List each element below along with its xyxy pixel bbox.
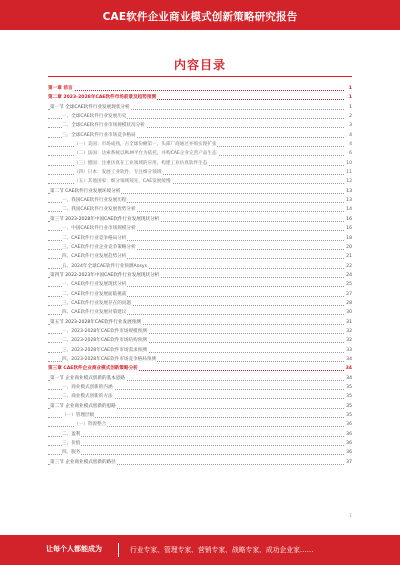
toc-leader-dots: [48, 90, 344, 91]
toc-entry-page: 30: [345, 308, 352, 317]
toc-entry-label: （三）德国：注重仿真在工业领域的应用，构建工业仿真软件生态: [74, 159, 208, 168]
toc-entry-label: 第一章 前言: [48, 84, 74, 93]
toc-entry-page: 37: [345, 458, 352, 467]
toc-entry-label: （一）美国：市场成熟，占全球份额第一，头部厂商通过并购实现扩张: [74, 140, 217, 149]
toc-entry-page: 34: [345, 374, 352, 383]
toc-entry-page: 36: [345, 448, 352, 457]
toc-entry[interactable]: [48, 430, 352, 439]
toc-entry[interactable]: [48, 93, 352, 102]
toc-entry-label: 五、2024年全球CAE软件行业预测Ansys: [62, 262, 148, 271]
toc-entry[interactable]: [48, 168, 352, 177]
toc-entry-page: 4: [348, 131, 352, 140]
toc-entry-page: 36: [345, 430, 352, 439]
toc-entry-label: 一、商业模式创新的内涵: [62, 383, 114, 392]
toc-entry-label: 第五节 2023-2028年CAE软件行业发展预测: [50, 318, 142, 327]
toc-entry-page: 6: [348, 149, 352, 158]
footer-bar: [0, 535, 400, 565]
toc-entry-page: 33: [345, 346, 352, 355]
toc-entry-label: 三、价值: [62, 439, 81, 448]
toc-entry[interactable]: [48, 187, 352, 196]
toc-entry-page: 31: [345, 318, 352, 327]
toc-entry-label: 第三节 2023-2028年中国CAE软件行业发展现状分析: [50, 215, 160, 224]
toc-entry[interactable]: [48, 271, 352, 280]
toc-entry[interactable]: [48, 149, 352, 158]
toc-entry-label: 四、CAE软件行业发展对策建议: [62, 308, 127, 317]
toc-entry-label: 四、服务: [62, 448, 81, 457]
toc-entry[interactable]: [48, 355, 352, 364]
toc-divider: [48, 76, 352, 77]
toc-entry-label: 第二章 2023-2028年CAE软件市场前景及趋势预测: [48, 93, 157, 102]
toc-entry-page: 24: [345, 271, 352, 280]
toc-entry-label: 一、中国CAE软件行业市场规模分析: [62, 224, 137, 233]
toc-entry[interactable]: [48, 364, 352, 373]
toc-entry-page: 2: [348, 112, 352, 121]
toc-entry-label: 二、2023-2028年CAE软件市场结构预测: [62, 336, 148, 345]
toc-entry[interactable]: [48, 112, 352, 121]
toc-entry[interactable]: [48, 224, 352, 233]
toc-entry-label: （四）日本：发展工业软件，专注细分领域: [74, 168, 162, 177]
toc-entry-page: 35: [345, 411, 352, 420]
toc-entry[interactable]: [48, 252, 352, 261]
toc-leader-dots: [48, 445, 344, 446]
toc-entry-label: 二、CAE软件行业发展面临挑战: [62, 290, 127, 299]
toc-entry-page: 35: [345, 402, 352, 411]
toc-entry-label: 二、商业模式创新的方法: [62, 392, 114, 401]
toc-entry-label: 三、2023-2028年CAE软件市场需求预测: [62, 346, 148, 355]
toc-entry-label: 二、CAE软件行业竞争格局分析: [62, 234, 127, 243]
toc-entry[interactable]: [48, 439, 352, 448]
footer-separator: [118, 543, 119, 557]
toc-entry[interactable]: [48, 280, 352, 289]
toc-entry-label: 二、我国CAE软件行业发展优势分析: [62, 205, 137, 214]
toc-entry-label: （二）法国：达索系统以PLM平台为依托，并购CAE企业完善产品生态: [74, 149, 218, 158]
toc-entry-page: 35: [345, 383, 352, 392]
toc-entry-page: 10: [345, 159, 352, 168]
toc-entry[interactable]: [48, 196, 352, 205]
toc-entry-label: 一、我国CAE软件行业发展历程: [62, 196, 127, 205]
toc-entry[interactable]: [48, 262, 352, 271]
toc-entry-label: 第三章 CAE软件企业商业模式创新策略分析: [48, 364, 139, 373]
report-title: CAE软件企业商业模式创新策略研究报告: [102, 11, 298, 23]
toc-entry-label: 一、全球CAE软件行业发展历史: [62, 112, 127, 121]
toc-entry-page: 18: [345, 234, 352, 243]
toc-entry-label: 第一节 企业商业模式创新的基本思路: [50, 374, 126, 383]
toc-entry-label: 三、CAE软件行业企业竞争策略分析: [62, 243, 137, 252]
toc-entry-page: 1: [348, 103, 352, 112]
toc-entry-label: 第三节 企业商业模式创新的路径: [50, 458, 117, 467]
table-of-contents: [48, 84, 352, 467]
toc-entry-page: 11: [345, 168, 352, 177]
toc-entry[interactable]: [48, 215, 352, 224]
toc-entry-page: 32: [345, 327, 352, 336]
toc-entry-label: 第一节 全球CAE软件行业发展现状分析: [50, 103, 131, 112]
toc-entry[interactable]: [48, 383, 352, 392]
toc-entry[interactable]: [48, 308, 352, 317]
toc-entry-page: 36: [345, 439, 352, 448]
toc-entry-label: 四、CAE软件行业发展趋势分析: [62, 252, 127, 261]
toc-entry[interactable]: [48, 177, 352, 186]
toc-entry[interactable]: [48, 121, 352, 130]
toc-entry[interactable]: [48, 131, 352, 140]
toc-entry-page: 36: [345, 420, 352, 429]
toc-entry-label: （一）管理层级: [62, 411, 95, 420]
toc-entry-label: （一）资源整合: [74, 420, 107, 429]
toc-entry[interactable]: [48, 205, 352, 214]
toc-entry-page: 35: [345, 392, 352, 401]
toc-entry[interactable]: [48, 392, 352, 401]
toc-entry[interactable]: [48, 299, 352, 308]
toc-entry-page: 16: [345, 224, 352, 233]
toc-entry[interactable]: [48, 234, 352, 243]
toc-entry-page: 27: [345, 290, 352, 299]
toc-entry[interactable]: [48, 458, 352, 467]
toc-heading: 内容目录: [173, 58, 226, 72]
toc-entry[interactable]: [48, 103, 352, 112]
toc-entry[interactable]: [48, 411, 352, 420]
toc-entry-label: 二、全球CAE软件行业市场规模状况分析: [62, 121, 146, 130]
toc-entry-label: 三、CAE软件行业发展存在的问题: [62, 299, 132, 308]
toc-entry-label: 第四节 2022-2023年中国CAE软件行业发展现状分析: [50, 271, 160, 280]
toc-entry-page: 1: [348, 93, 352, 102]
toc-entry-page: 13: [345, 187, 352, 196]
toc-entry-label: 一、2023-2028年CAE软件市场规模预测: [62, 327, 148, 336]
toc-entry[interactable]: [48, 374, 352, 383]
toc-entry-page: 14: [345, 205, 352, 214]
toc-entry-label: 一、CAE软件行业发展现状分析: [62, 280, 127, 289]
toc-entry-page: 12: [345, 177, 352, 186]
toc-entry[interactable]: [48, 140, 352, 149]
toc-entry[interactable]: [48, 290, 352, 299]
toc-entry-page: 20: [345, 243, 352, 252]
page-number: 1: [349, 514, 352, 519]
toc-entry[interactable]: [48, 327, 352, 336]
toc-entry-label: 第二节 CAE软件行业发展环境分析: [50, 187, 121, 196]
toc-leader-dots: [48, 454, 344, 455]
toc-entry[interactable]: [48, 243, 352, 252]
footer-tagline: 行业专家、管理专家、营销专家、战略专家、成功企业家……: [130, 546, 314, 554]
toc-entry-page: 16: [345, 215, 352, 224]
toc-entry[interactable]: [48, 402, 352, 411]
toc-leader-dots: [48, 436, 344, 437]
report-header-bar: [0, 0, 400, 30]
toc-entry-label: （五）其他国家：细分领域领先，CAE发展缓慢: [74, 177, 172, 186]
toc-entry-page: 28: [345, 299, 352, 308]
toc-entry-page: 3: [348, 121, 352, 130]
toc-entry[interactable]: [48, 84, 352, 93]
toc-entry[interactable]: [48, 420, 352, 429]
toc-entry-page: 21: [345, 252, 352, 261]
toc-entry-page: 32: [345, 336, 352, 345]
toc-entry-label: 三、全球CAE软件行业市场竞争格局: [62, 131, 137, 140]
toc-entry-page: 4: [348, 140, 352, 149]
toc-entry[interactable]: [48, 346, 352, 355]
toc-entry-label: 第二节 企业商业模式创新的思路: [50, 402, 117, 411]
toc-entry-page: 1: [348, 84, 352, 93]
toc-entry[interactable]: [48, 336, 352, 345]
toc-entry[interactable]: [48, 448, 352, 457]
toc-entry-page: 34: [345, 355, 352, 364]
toc-entry-label: 二、盈利: [62, 430, 81, 439]
toc-entry-page: 34: [345, 364, 352, 373]
toc-entry-page: 22: [345, 262, 352, 271]
toc-entry-label: 四、2023-2028年CAE软件市场竞争格局预测: [62, 355, 157, 364]
footer-slogan: 让每个人都能成为: [46, 545, 102, 553]
toc-entry-page: 25: [345, 280, 352, 289]
toc-entry-page: 13: [345, 196, 352, 205]
toc-entry[interactable]: [48, 318, 352, 327]
toc-entry[interactable]: [48, 159, 352, 168]
